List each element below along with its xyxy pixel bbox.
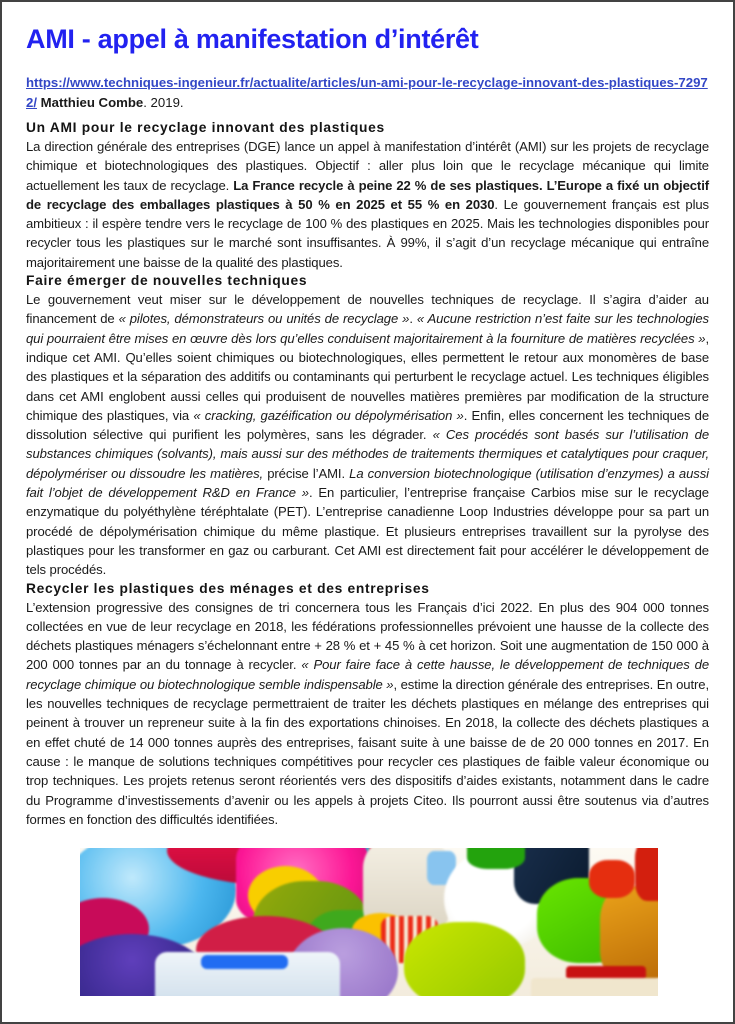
red-edge-far-right <box>635 848 658 901</box>
text-run: Le gouvernement veut miser sur le développement de nouvelles techniques de recyclage. Il s’agira d’aider au financement de <box>26 292 709 327</box>
section-heading: Recycler les plastiques des ménages et des entreprises <box>26 580 430 596</box>
green-top-strip <box>467 848 525 869</box>
red-cap-top-right <box>589 860 635 898</box>
cream-floor-bottom-right <box>531 978 658 996</box>
blue-clip-handle <box>201 955 288 970</box>
reference-year: . 2019. <box>143 95 184 110</box>
reference-line <box>26 73 709 113</box>
text-run: L’extension progressive des consignes de tri concernera tous les Français d’ici 2022. En plus des 904 000 tonnes collectées en vue de leur recyclage en 2018, les fédérations professionnelles prévoient une hausse de la collecte des déchets plastiques ménagers s’échelonnant entre + 28 % et + 45 % à cet horizon. Soit une augmentation de 150 000 à 200 000 tonnes par an du tonnage à recycler. <box>26 599 709 673</box>
text-run: La conversion biotechnologique (utilisation d’enzymes) a aussi fait l’objet de développement R&D en France » <box>26 465 709 501</box>
text-run: . Enfin, elles concernent les techniques de dissolution sélective qui purifient les polymères, sans les dégrader. <box>26 407 709 443</box>
text-run: « pilotes, démonstrateurs ou unités de recyclage » <box>118 311 410 327</box>
section-paragraph <box>26 137 709 272</box>
text-run: . <box>409 311 417 327</box>
text-run: , indique cet AMI. Qu’elles soient chimiques ou biotechnologiques, elles permettent le retour aux monomères de base des plastiques et la séparation des additifs ou contaminants qui perturbent le recyclage actuel. Les techniques éligibles dans cet AMI englobent aussi celles qui produisent de nouvelles matières premières par modification de la structure chimique des plastiques, via <box>26 330 709 423</box>
lime-sippy-cup <box>404 922 525 996</box>
plastics-photo <box>80 848 658 996</box>
section-paragraph <box>26 290 709 579</box>
text-run: La direction générale des entreprises (DGE) lance un appel à manifestation d’intérêt (AMI) sur les projets de recyclage chimique et biotechnologiques des plastiques. Objectif : aller plus loin que le recyclage mécanique qui limite actuellement les taux de recyclage. <box>26 139 709 193</box>
text-run: « Ces procédés sont basés sur l’utilisation de substances chimiques (solvants), mais aussi sur des méthodes de traitements thermiques et catalytiques pour craquer, dépolymériser ou dissoudre les matières, <box>26 427 709 481</box>
text-run: . Le gouvernement français est plus ambitieux : il espère tendre vers le recyclage de 100 % des plastiques en 2025. Mais les technologies disponibles pour recycler tous les plastiques sur le marché sont insuffisantes. À 99%, il s’agit d’un recyclage mécanique qui entraîne majoritairement une baisse de la qualité des plastiques. <box>26 196 710 270</box>
section-heading: Faire émerger de nouvelles techniques <box>26 273 308 289</box>
text-run: , estime la direction générale des entreprises. En outre, les nouvelles techniques de recyclage permettraient de traiter les déchets plastiques en mélange des entreprises qui peinent à trouver un repreneur suite à la fin des exportations chinoises. En 2018, la collecte des déchets plastiques a en effet chuté de 14 000 tonnes auprès des entreprises, faisant suite à une baisse de de 20 000 tonnes en 2017. En cause : le manque de solutions techniques compétitives pour recycler ces plastiques de faible valeur économique ou trop techniques. Les projets retenus seront réorientés vers des dispositifs d’aides existants, notamment dans le cadre du Programme d’investissements d’avenir ou les appels à projets Citeo. Ils pourront aussi être soutenus via d’autres formes en fonction des difficultés identifiées. <box>26 676 709 827</box>
text-run: La France recycle à peine 22 % de ses plastiques. L’Europe a fixé un objectif de recyclage des emballages plastiques à 50 % en 2025 et 55 % en 2030 <box>26 177 709 212</box>
text-run: « cracking, gazéification ou dépolymérisation » <box>193 407 464 423</box>
text-run: . En particulier, l’entreprise française Carbios mise sur le recyclage enzymatique du polyéthylène téréphtalate (PET). L’entreprise canadienne Loop Industries développe pour sa part un procédé de dépolymérisation chimique du même plastique. Et plusieurs entreprises travaillent sur la pyrolyse des plastiques pour les transformer en gaz ou carburant. Cet AMI est directement fait pour accélérer le développement de tels procédés. <box>26 485 709 578</box>
text-run: « Pour faire face à cette hausse, le développement de techniques de recyclage chimique ou biotechnologique semble indispensable » <box>26 657 709 692</box>
text-run: « Aucune restriction n’est faite sur les technologies qui pourraient être mises en œuvre dès lors qu’elles conduisent majoritairement à la fourniture de matières recyclées » <box>26 311 709 346</box>
author-name: Matthieu Combe <box>37 95 144 110</box>
article-link[interactable]: https://www.techniques-ingenieur.fr/actualite/articles/un-ami-pour-le-recyclage-innovant-des-plastiques-72972/ <box>26 75 708 110</box>
document-content <box>2 2 733 829</box>
page-title: AMI - appel à manifestation d’intérêt <box>26 24 479 54</box>
section-paragraph <box>26 598 709 830</box>
article-body <box>26 119 709 829</box>
section-heading: Un AMI pour le recyclage innovant des plastiques <box>26 120 385 135</box>
text-run: précise l’AMI. <box>263 465 350 481</box>
